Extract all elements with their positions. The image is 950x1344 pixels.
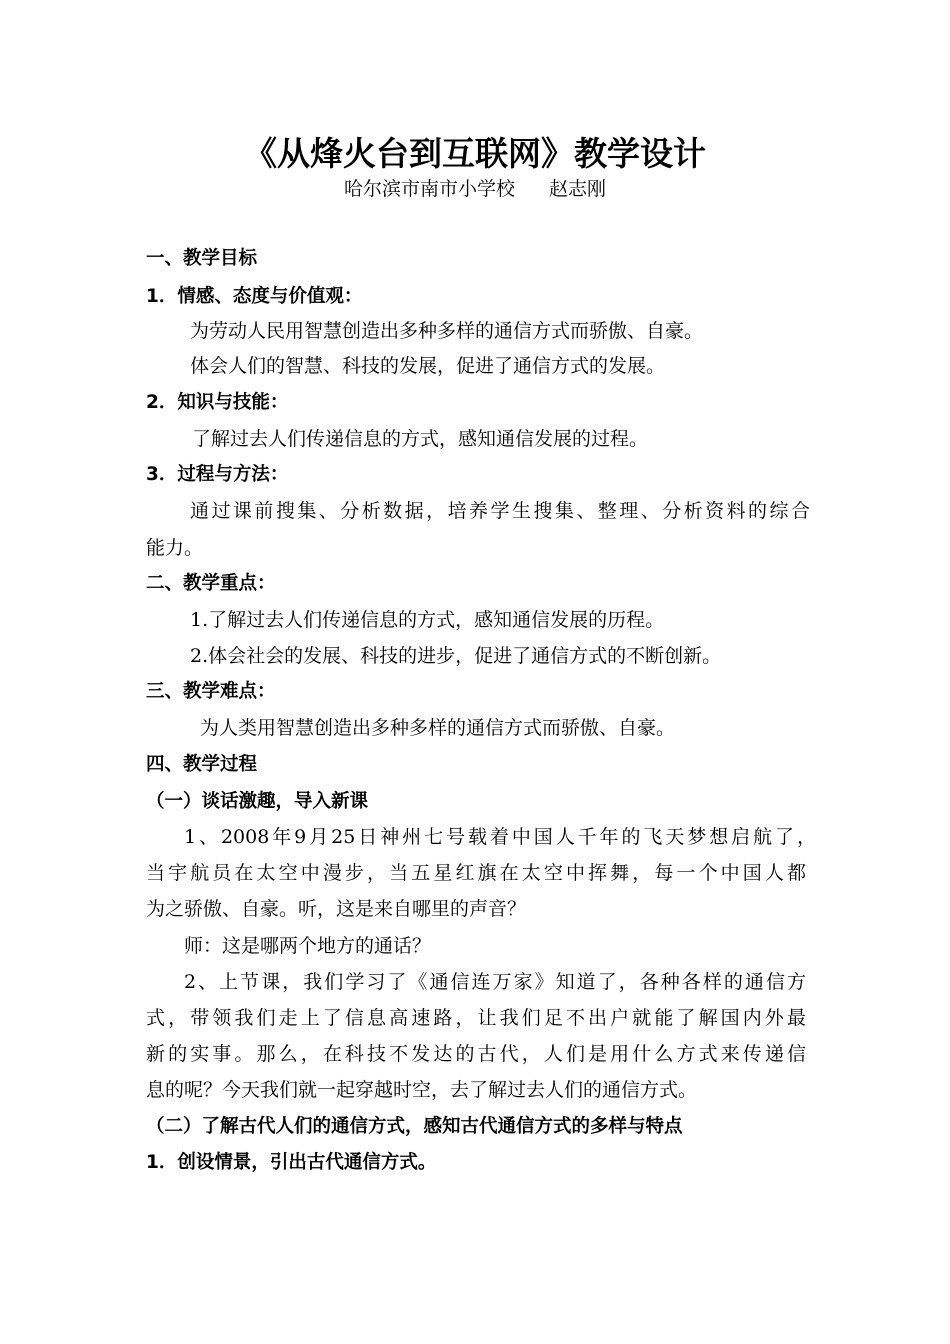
subsection-heading: （二）了解古代人们的通信方式，感知古代通信方式的多样与特点 bbox=[146, 1116, 683, 1137]
subsection-heading: 1．情感、态度与价值观： bbox=[146, 286, 363, 307]
paragraph-line: 2、上节课，我们学习了《通信连万家》知道了，各种各样的通信方 bbox=[184, 971, 806, 993]
section-heading: 二、教学重点： bbox=[146, 573, 276, 594]
paragraph-line: 体会人们的智慧、科技的发展，促进了通信方式的发展。 bbox=[190, 355, 666, 377]
document-title: 《从烽火台到互联网》教学设计 bbox=[244, 134, 706, 173]
paragraph-line: 能力。 bbox=[146, 537, 204, 559]
subsection-heading: 2．知识与技能： bbox=[146, 392, 289, 413]
subsection-heading: 1．创设情景，引出古代通信方式。 bbox=[146, 1152, 437, 1173]
school-name: 哈尔滨市南市小学校 bbox=[343, 178, 515, 200]
section-heading: 三、教学难点： bbox=[146, 681, 276, 702]
author-line bbox=[0, 174, 950, 201]
subsection-heading: （一）谈话激趣，导入新课 bbox=[146, 791, 369, 812]
subsection-heading: 3．过程与方法： bbox=[146, 464, 289, 485]
paragraph-line: 2.体会社会的发展、科技的进步，促进了通信方式的不断创新。 bbox=[190, 645, 722, 667]
paragraph-line: 式，带领我们走上了信息高速路，让我们足不出户就能了解国内外最 bbox=[146, 1007, 806, 1029]
paragraph-line: 为人类用智慧创造出多种多样的通信方式而骄傲、自豪。 bbox=[200, 717, 676, 739]
paragraph-line: 为劳动人民用智慧创造出多种多样的通信方式而骄傲、自豪。 bbox=[190, 320, 704, 342]
section-heading: 一、教学目标 bbox=[146, 248, 258, 269]
paragraph-line: 新的实事。那么，在科技不发达的古代，人们是用什么方式来传递信 bbox=[146, 1043, 806, 1065]
paragraph-line: 通过课前搜集、分析数据，培养学生搜集、整理、分析资料的综合 bbox=[190, 500, 810, 522]
paragraph-line: 师：这是哪两个地方的通话？ bbox=[184, 935, 432, 957]
paragraph-line: 1、2008年9月25日神州七号载着中国人千年的飞天梦想启航了， bbox=[184, 826, 816, 848]
paragraph-line: 当宇航员在太空中漫步，当五星红旗在太空中挥舞，每一个中国人都 bbox=[146, 862, 806, 884]
author-name: 赵志刚 bbox=[549, 178, 607, 200]
paragraph-line: 息的呢？今天我们就一起穿越时空，去了解过去人们的通信方式。 bbox=[146, 1079, 698, 1101]
section-heading: 四、教学过程 bbox=[146, 754, 258, 775]
paragraph-line: 为之骄傲、自豪。听，这是来自哪里的声音？ bbox=[146, 898, 527, 920]
paragraph-line: 1.了解过去人们传递信息的方式，感知通信发展的历程。 bbox=[190, 609, 665, 631]
paragraph-line: 了解过去人们传递信息的方式，感知通信发展的过程。 bbox=[192, 428, 649, 450]
